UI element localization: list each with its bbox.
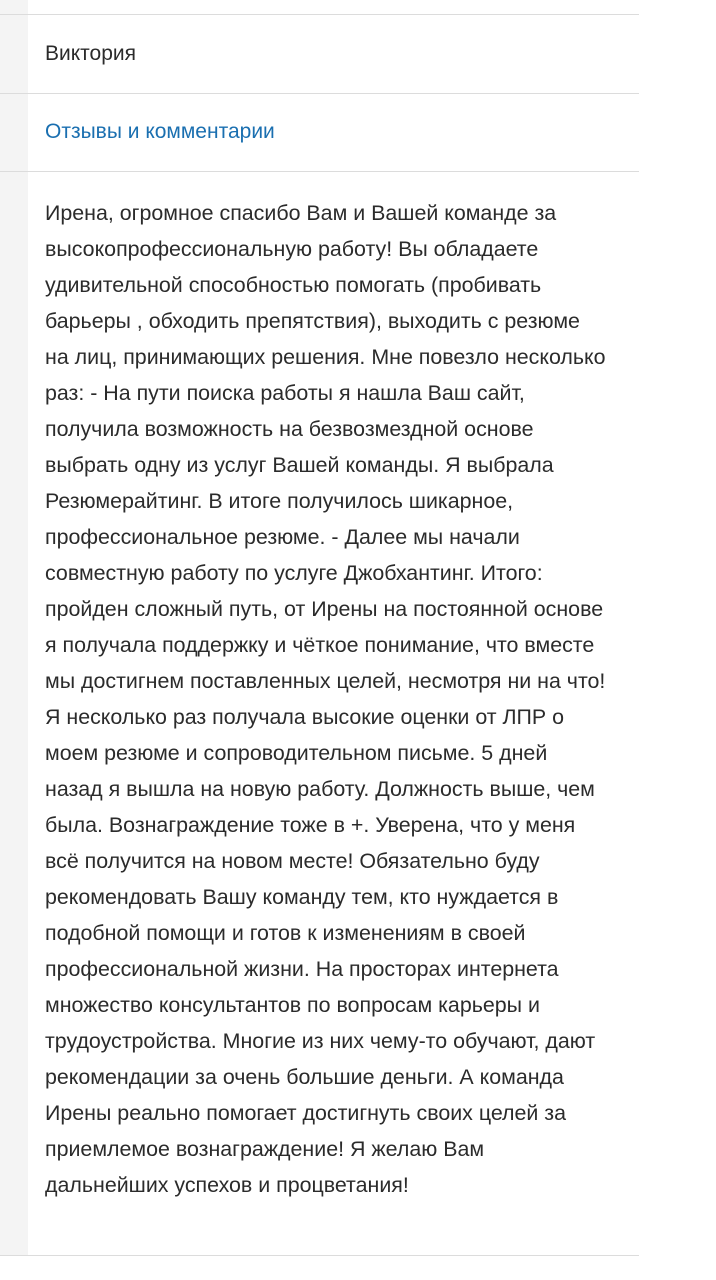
- page-bottom-area: [0, 1256, 639, 1280]
- review-table: [0, 14, 639, 1256]
- review-body-row: [0, 172, 639, 1256]
- reviews-comments-link[interactable]: Отзывы и комментарии: [45, 120, 275, 143]
- section-link-row: [0, 94, 639, 172]
- author-row: [0, 15, 639, 94]
- review-text: Ирена, огромное спасибо Вам и Вашей команде за высокопрофессиональную работу! Вы обладаете удивительной способностью помогать (пробивать барьеры , обходить препятствия), выходить с резюме на лиц, принимающих решения. Мне повезло несколько раз: - На пути поиска работы я нашла Ваш сайт, получила возможность на безвозмездной основе выбрать одну из услуг Вашей команды. Я выбрала Резюмерайтинг. В итоге получилось шикарное, профессиональное резюме. - Далее мы начали совместную работу по услуге Джобхантинг. Итого: пройден сложный путь, от Ирены на постоянной основе я получала поддержку и чёткое понимание, что вместе мы достигнем поставленных целей, несмотря ни на что! Я несколько раз получала высокие оценки от ЛПР о моем резюме и сопроводительном письме. 5 дней назад я вышла на новую работу. Должность выше, чем была. Вознаграждение тоже в +. Уверена, что у меня всё получится на новом месте! Обязательно буду рекомендовать Вашу команду тем, кто нуждается в подобной помощи и готов к изменениям в своей профессиональной жизни. На просторах интернета множество консультантов по вопросам карьеры и трудоустройства. Многие из них чему-то обучают, дают рекомендации за очень большие деньги. А команда Ирены реально помогает достигнуть своих целей за приемлемое вознаграждение! Я желаю Вам дальнейших успехов и процветания!: [45, 201, 606, 1197]
- author-name: Виктория: [45, 42, 137, 65]
